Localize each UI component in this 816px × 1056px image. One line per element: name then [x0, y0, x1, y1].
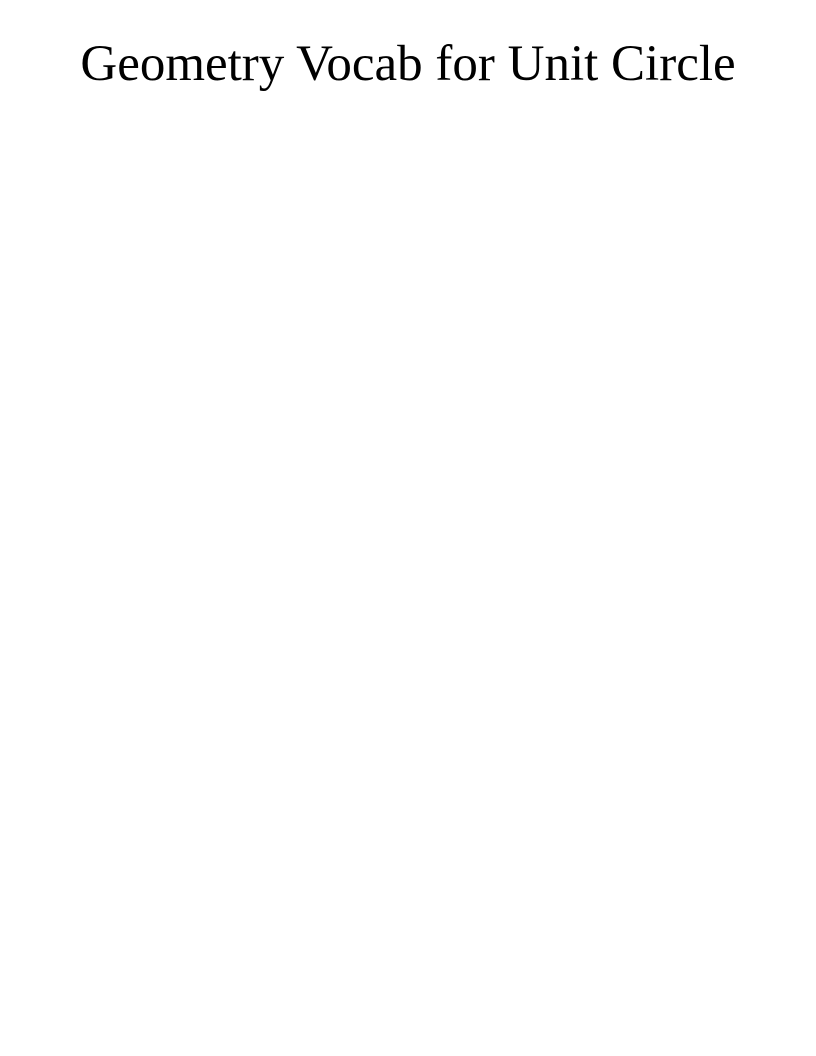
page-title: Geometry Vocab for Unit Circle — [80, 36, 736, 92]
